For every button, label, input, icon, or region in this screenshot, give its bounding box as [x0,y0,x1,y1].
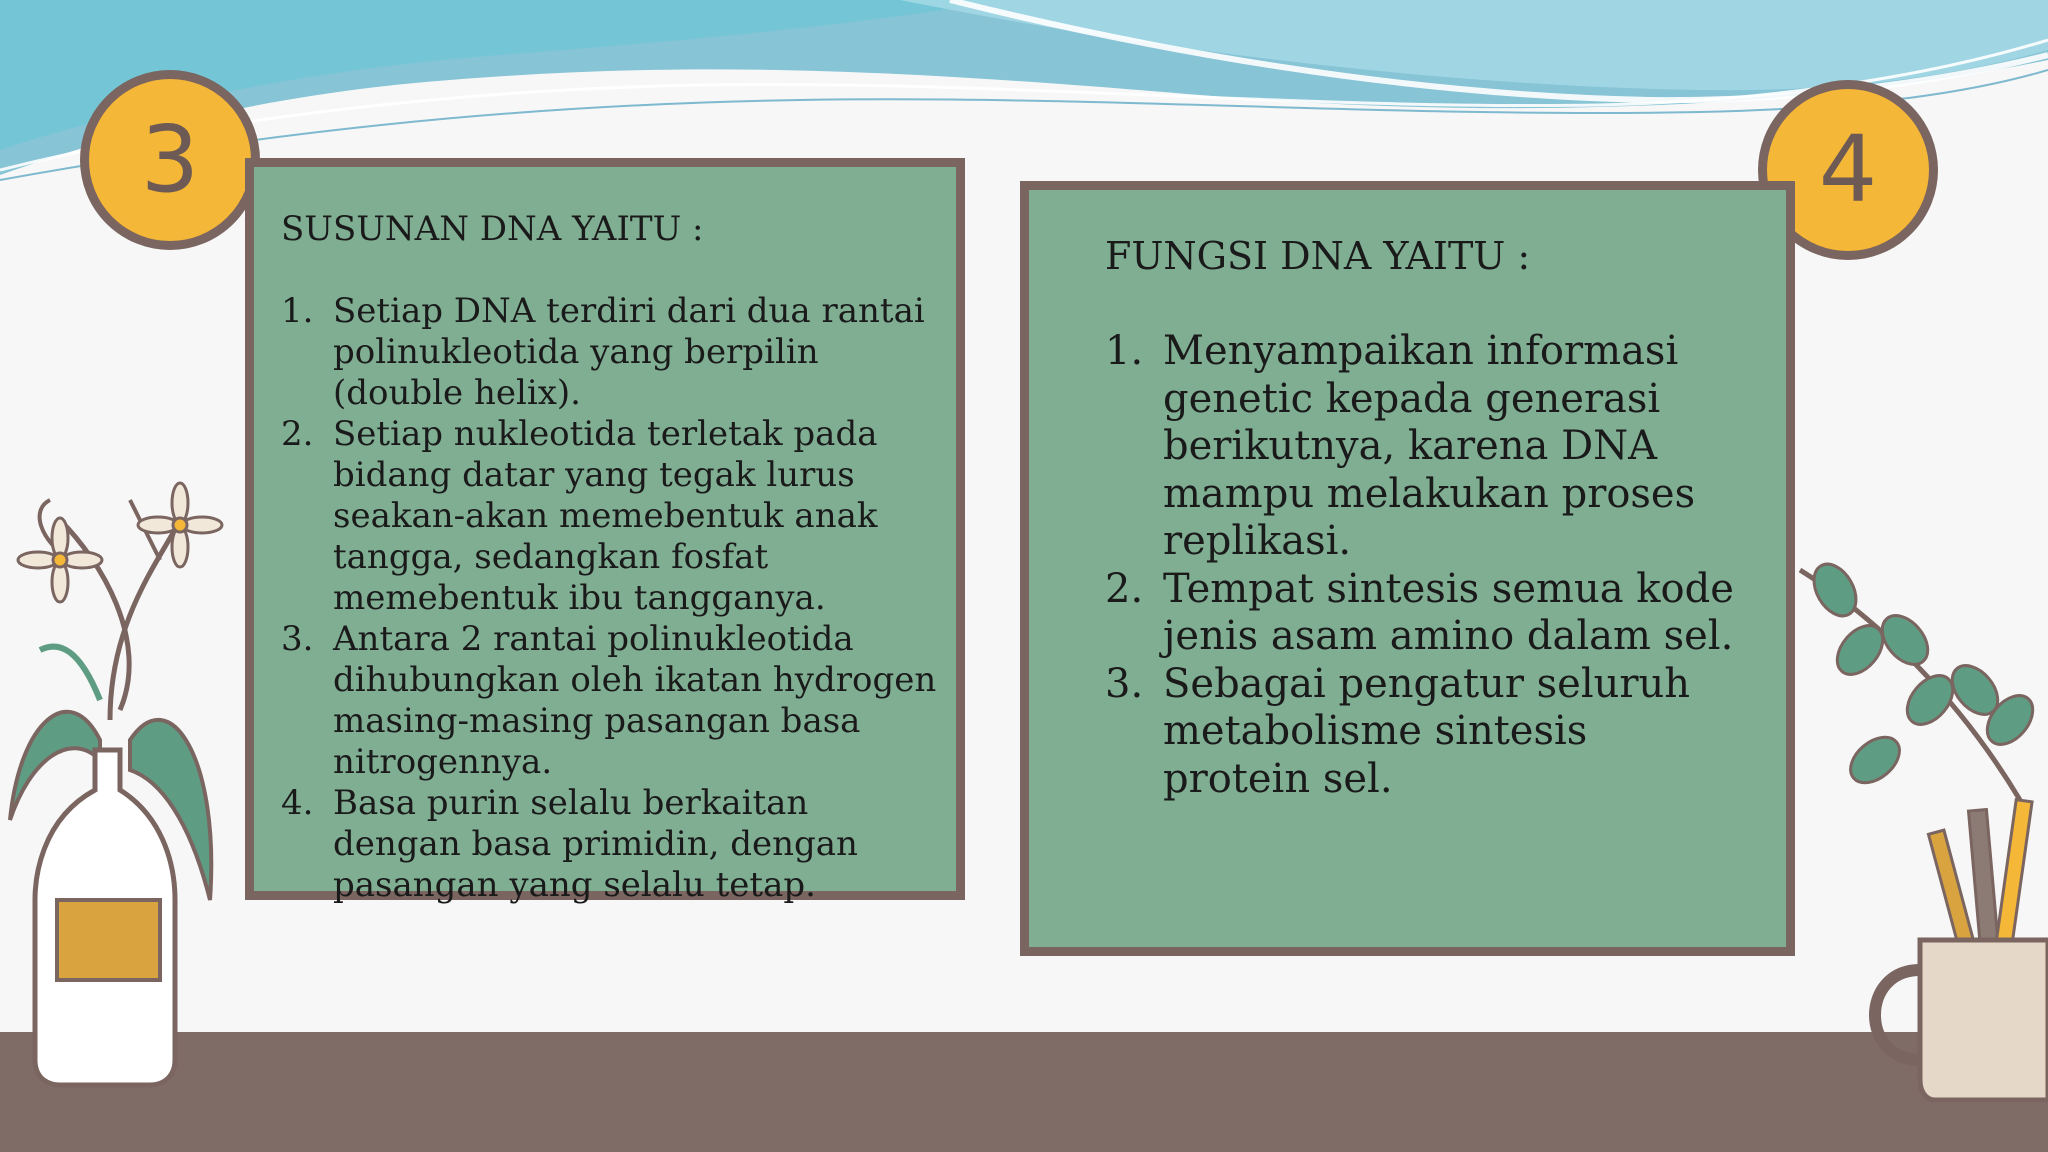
list-item: 3. Sebagai pengatur seluruh metabolisme sintesis protein sel. [1105,660,1691,802]
top-wave-decoration [0,0,2048,180]
floor [0,1032,2048,1152]
slide-number-badge-3: 3 [80,70,260,250]
dna-function-title: FUNGSI DNA YAITU : [1105,234,1531,278]
list-item: 4. Basa purin selalu berkaitan dengan basa primidin, dengan pasangan yang selalu tetap. [281,783,858,905]
dna-structure-title: SUSUNAN DNA YAITU : [281,209,704,249]
plant-mug-illustration [1800,557,2048,1100]
list-item: 1. Menyampaikan informasi genetic kepada generasi berikutnya, karena DNA mampu melakukan proses replikasi. [1105,328,1696,564]
list-item: 2. Tempat sintesis semua kode jenis asam amino dalam sel. [1105,565,1734,659]
dna-function-list [1105,328,1745,803]
dna-structure-card [245,158,965,905]
list-item: 3. Antara 2 rantai polinukleotida dihubungkan oleh ikatan hydrogen masing-masing pasangan basa nitrogennya. [281,619,937,782]
list-item: 2. Setiap nukleotida terletak pada bidang datar yang tegak lurus seakan-akan memebentuk anak tangga, sedangkan fosfat memebentuk ibu tangganya. [281,414,878,618]
dna-function-card [1020,181,1795,956]
slide-number-badge-4: 4 [1758,80,1938,260]
flower-vase-illustration [10,483,222,1085]
dna-structure-list [281,291,946,906]
list-item: 1. Setiap DNA terdiri dari dua rantai polinukleotida yang berpilin (double helix). [281,291,925,413]
